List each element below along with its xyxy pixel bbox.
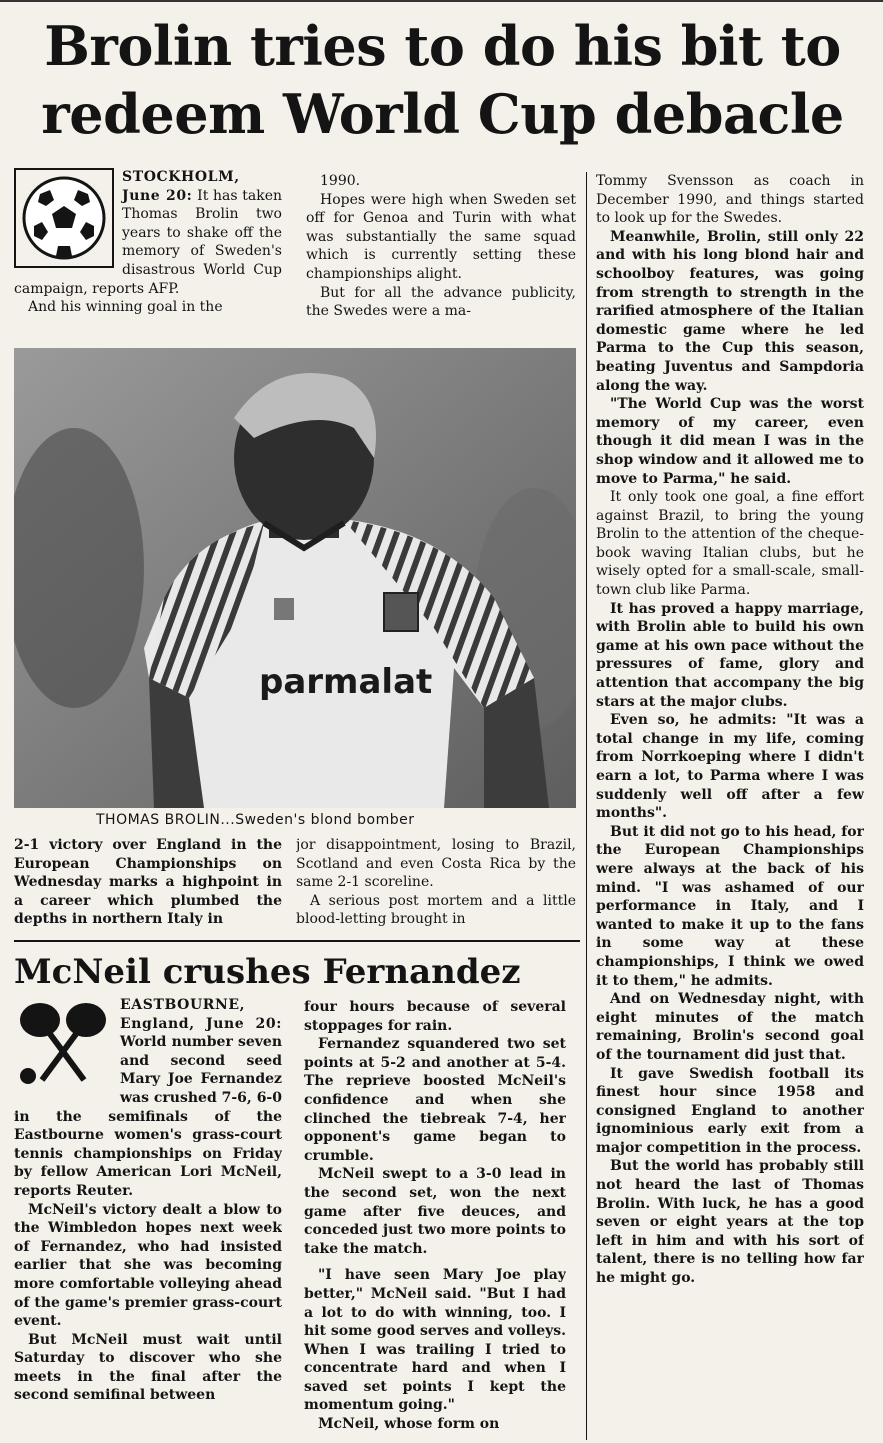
article2-para: McNeil swept to a 3-0 lead in the second set, won the next game after five deuces, and conceded just two more points to take the match. [304,1166,566,1257]
section-divider [14,940,580,942]
article2-para: McNeil's victory dealt a blow to the Wimbledon hopes next week of Fernandez, who had insisted earlier that she was becoming more comfortable volleying ahead of the game's premier grass-court event. [14,1201,282,1330]
article1-para: Tommy Svensson as coach in December 1990, and things started to look up for the Swedes. [596,173,864,227]
article1-para: But for all the advance publicity, the Swedes were a ma- [306,284,576,320]
article2-para: Fernandez squandered two set points at 5-2 and another at 5-4. The reprieve boosted McNeil's confidence and when she clinched the tiebreak 7-4, her opponent's game began to crumble. [304,1036,566,1164]
article1-para: jor disappointment, losing to Brazil, Scotland and even Costa Rica by the same 2-1 scoreline. [296,837,576,891]
article1-headline: Brolin tries to do his bit to redeem World Cup debacle [41,14,844,146]
article1-para: But it did not go to his head, for the European Championships were always at the back of his mind. "I was ashamed of our performance in Italy, and I wanted to make it up to the fans in some way at these championships, I think we owed it to them," he admits. [596,823,864,989]
article2-para: "I have seen Mary Joe play better," McNeil said. "But I had a lot to do with winning, too. I hit some good serves and volleys. When I was trailing I tried to concentrate hard and when I saved set points I kept the momentum going." [304,1267,566,1414]
article1-col2-lower [296,836,576,932]
article1-para: And on Wednesday night, with eight minutes of the match remaining, Brolin's second goal of the tournament did just that. [596,991,864,1063]
article1-para: It has taken Thomas Brolin two years to shake off the memory of Sweden's disastrous World Cup campaign, reports AFP. [14,187,282,297]
article2-para: World number seven and second seed Mary Joe Fernandez was crushed 7-6, 6-0 in the semifinals of the Eastbourne women's grass-court tennis championships on Friday by fellow American Lori McNeil, reports Reuter. [14,1034,282,1199]
tennis-rackets-icon [14,996,112,1088]
article2-para: McNeil, whose form on [318,1416,500,1433]
article2-para: But McNeil must wait until Saturday to discover who she meets in the final after the second semifinal between [14,1331,282,1404]
article1-para: A serious post mortem and a little blood-letting brought in [296,892,576,928]
brolin-photo [14,348,576,808]
article1-col1-lower [14,836,282,932]
article1-col2 [306,172,576,346]
article1-para: Hopes were high when Sweden set off for Genoa and Turin with what was substantially the same squad which is currently setting these championships alight. [306,191,576,282]
article1-para: Even so, he admits: "It was a total change in my life, coming from Norrkoeping where I didn't earn a lot, to Parma where I was suddenly well off after a few months". [596,712,864,822]
article1-col3 [596,172,864,1440]
article1-dateline: STOCKHOLM, June 20: [122,169,240,204]
article1-col1 [14,168,282,346]
shirt-sponsor-text: parmalat [259,662,433,702]
article2-para: four hours because of several stoppages for rain. [304,999,566,1034]
photo-caption: THOMAS BROLIN...Sweden's blond bomber [96,812,415,828]
article1-para: But the world has probably still not heard the last of Thomas Brolin. With luck, he has a good seven or eight years at the top left in him and with his sort of talent, there is no telling how far he might go. [596,1158,864,1287]
player-photo-image [14,348,576,808]
article1-para: "The World Cup was the worst memory of my career, even though it did mean I was in the shop window and it allowed me to move to Parma," he said. [596,396,864,487]
article1-para: 2-1 victory over England in the European Championships on Wednesday marks a highpoint in a career which plumbed the depths in northern Italy in [14,837,282,928]
article1-para: And his winning goal in the [28,299,223,316]
article1-para: It only took one goal, a fine effort against Brazil, to bring the young Brolin to the attention of the cheque-book waving Italian clubs, but he wisely opted for a small-scale, small-town club like Parma. [596,489,864,599]
top-border [0,0,883,2]
article2-col2 [304,998,566,1440]
article1-para: It has proved a happy marriage, with Brolin able to build his own game at his own pace without the pressures of fame, glory and attention that accompany the big stars at the major clubs. [596,600,864,710]
soccer-ball-icon [14,168,114,268]
article1-para: It gave Swedish football its finest hour since 1958 and consigned England to another ignominious early exit from a major competition in the process. [596,1065,864,1156]
article2-col1 [14,996,282,1440]
article2-headline: McNeil crushes Fernandez [14,952,521,992]
article2-dateline: EASTBOURNE, England, June 20: [120,997,282,1032]
column-rule-vertical [586,172,587,1440]
article1-para: Meanwhile, Brolin, still only 22 and with his long blond hair and schoolboy features, was going from strength to strength in the rarified atmosphere of the Italian domestic game where he led Parma to the Cup this season, beating Juventus and Sampdoria along the way. [596,228,864,394]
article1-para: 1990. [320,173,361,189]
